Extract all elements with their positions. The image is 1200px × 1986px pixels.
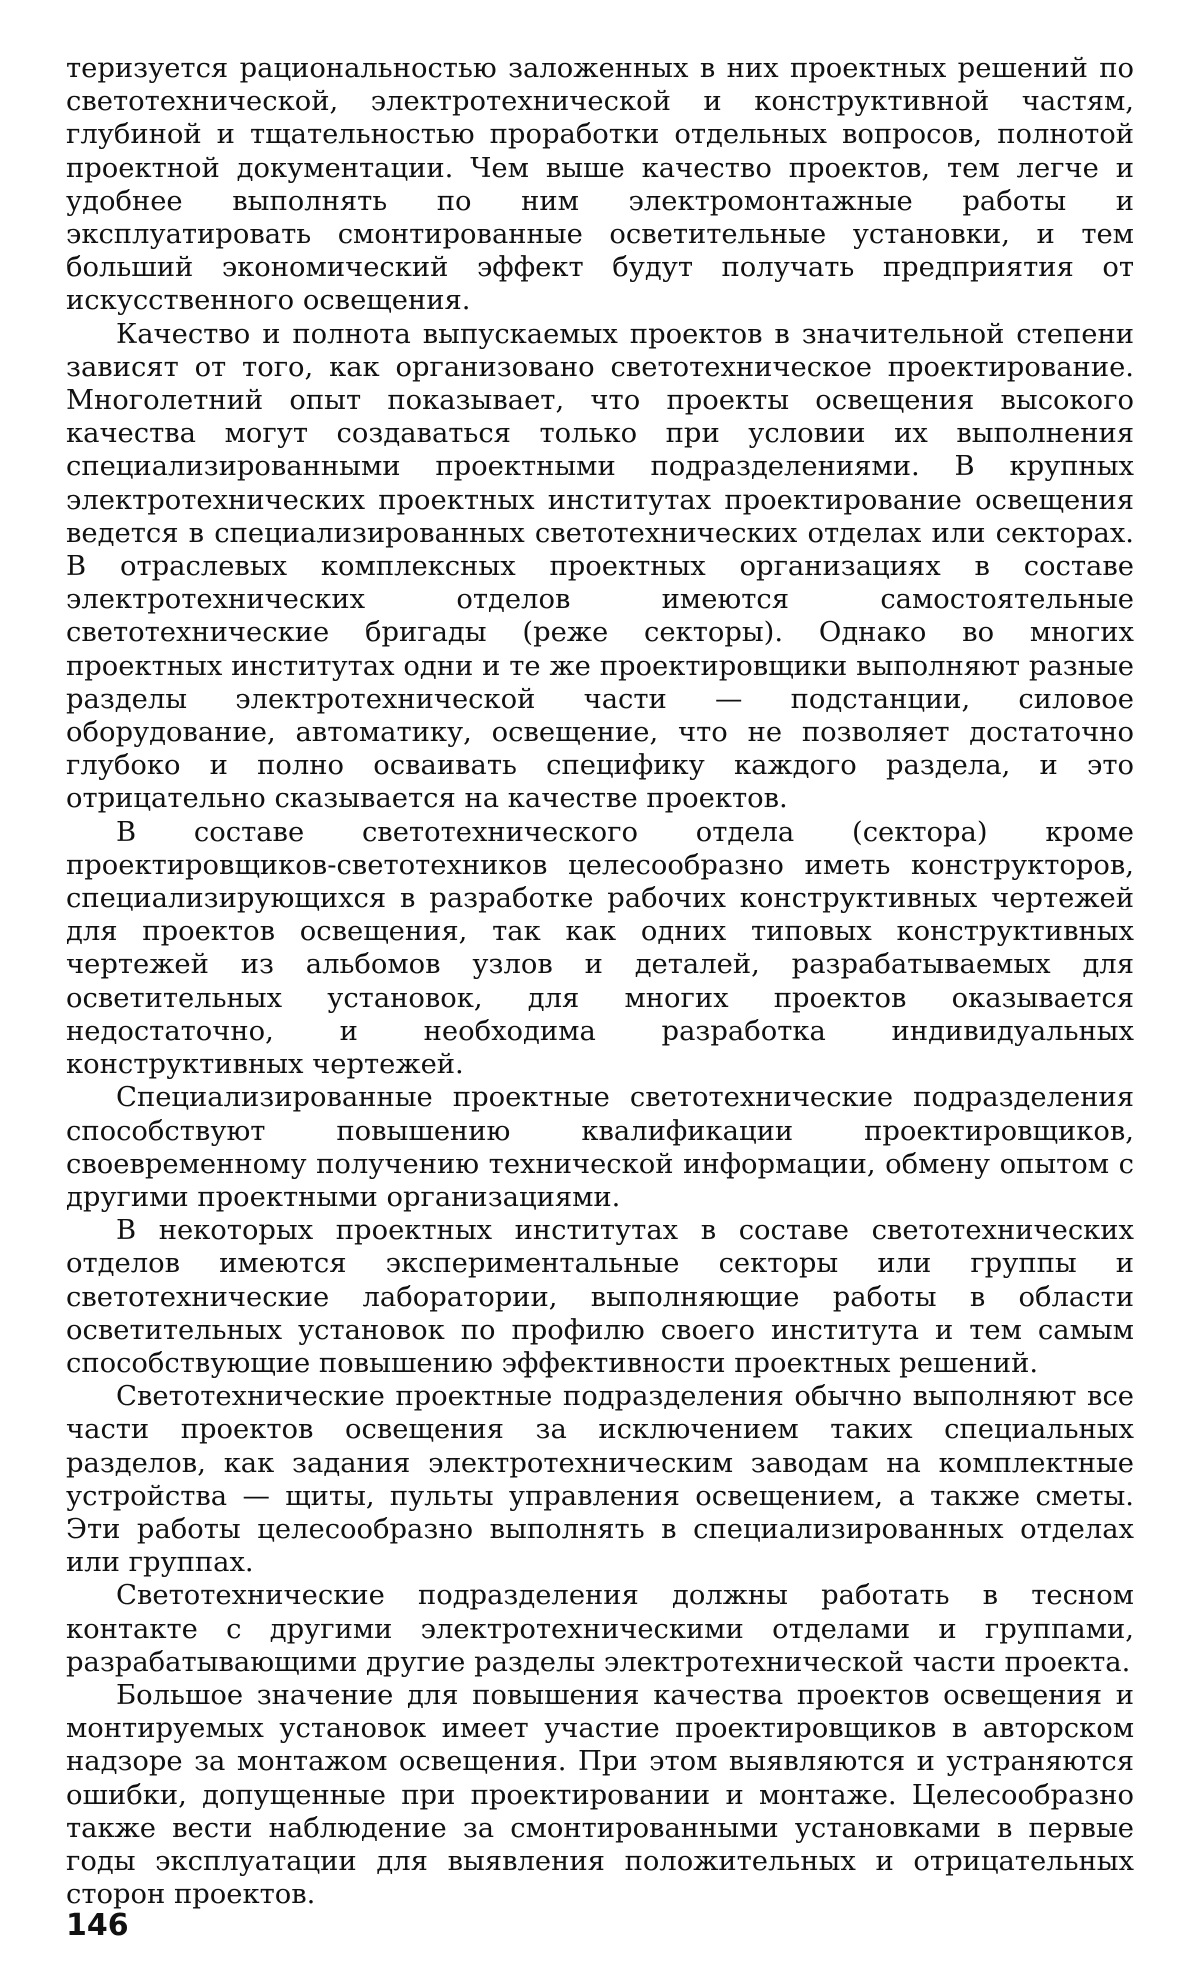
paragraph-5: В некоторых проектных институтах в составе светотехнических отделов имеются экспериментальные секторы или группы и светотехнические лаборатории, выполняющие работы в области осветительных установок по профилю своего института и тем самым способствующие повышению эффективности проектных решений.	[66, 1215, 1134, 1379]
paragraph-3: В составе светотехнического отдела (сектора) кроме проектировщиков-светотехников целесообразно иметь конструкторов, специализирующихся в разработке рабочих конструктивных чертежей для проектов освещения, так как одних типовых конструктивных чертежей из альбомов узлов и деталей, разрабатываемых для осветительных установок, для многих проектов оказывается недостаточно, и необходима разработка индивидуальных конструктивных чертежей.	[66, 816, 1134, 1081]
paragraph-7: Светотехнические подразделения должны работать в тесном контакте с другими электротехническими отделами и группами, разрабатывающими другие разделы электротехнической части проекта.	[66, 1580, 1134, 1678]
page-body	[66, 52, 1134, 1911]
paragraph-4: Специализированные проектные светотехнические подразделения способствуют повышению квалификации проектировщиков, своевременному получению технической информации, обмену опытом с другими проектными организациями.	[66, 1082, 1134, 1213]
page-number: 146	[66, 1908, 129, 1943]
paragraph-8: Большое значение для повышения качества проектов освещения и монтируемых установок имеет участие проектировщиков в авторском надзоре за монтажом освещения. При этом выявляются и устраняются ошибки, допущенные при проектировании и монтаже. Целесообразно также вести наблюдение за смонтированными установками в первые годы эксплуатации для выявления положительных и отрицательных сторон проектов.	[66, 1679, 1134, 1911]
paragraph-6: Светотехнические проектные подразделения обычно выполняют все части проектов освещения за исключением таких специальных разделов, как задания электротехническим заводам на комплектные устройства — щиты, пульты управления освещением, а также сметы. Эти работы целесообразно выполнять в специализированных отделах или группах.	[66, 1381, 1134, 1579]
paragraph-2: Качество и полнота выпускаемых проектов в значительной степени зависят от того, как организовано светотехническое проектирование. Многолетний опыт показывает, что проекты освещения высокого качества могут создаваться только при условии их выполнения специализированными проектными подразделениями. В крупных электротехнических проектных институтах проектирование освещения ведется в специализированных светотехнических отделах или секторах. В отраслевых комплексных проектных организациях в составе электротехнических отделов имеются самостоятельные светотехнические бригады (реже секторы). Однако во многих проектных институтах одни и те же проектировщики выполняют разные разделы электротехнической части — подстанции, силовое оборудование, автоматику, освещение, что не позволяет достаточно глубоко и полно осваивать специфику каждого раздела, и это отрицательно сказывается на качестве проектов.	[66, 318, 1134, 815]
paragraph-1: теризуется рациональностью заложенных в них проектных решений по светотехнической, электротехнической и конструктивной частям, глубиной и тщательностью проработки отдельных вопросов, полнотой проектной документации. Чем выше качество проектов, тем легче и удобнее выполнять по ним электромонтажные работы и эксплуатировать смонтированные осветительные установки, и тем больший экономический эффект будут получать предприятия от искусственного освещения.	[66, 53, 1134, 317]
